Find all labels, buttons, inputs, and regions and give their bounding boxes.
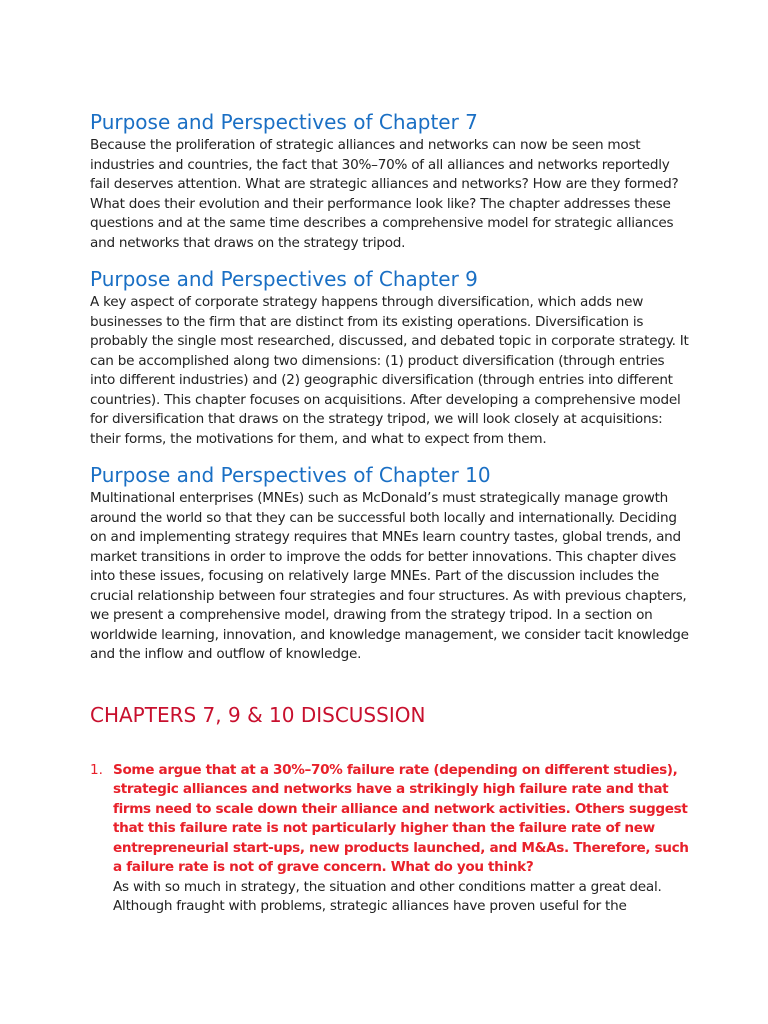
- discussion-heading: CHAPTERS 7, 9 & 10 DISCUSSION: [90, 702, 426, 727]
- answer-text: As with so much in strategy, the situation and other conditions matter a great deal. Although fraught with problems, strategic alliances have proven useful for the: [113, 878, 662, 914]
- question-text: Some argue that at a 30%–70% failure rate (depending on different studies), strategic alliances and networks have a strikingly high failure rate and that firms need to scale down their alliance and network activities. Others suggest that this failure rate is not particularly higher than the failure rate of new entrepreneurial start-ups, new products launched, and M&As. Therefore, such a failure rate is not of grave concern. What do you think?: [113, 761, 689, 875]
- chapter-7-section: [90, 108, 690, 253]
- discussion-question-item: [90, 761, 690, 917]
- chapter-9-section: [90, 265, 690, 449]
- question-number: 1.: [90, 761, 103, 778]
- chapter-7-body: Because the proliferation of strategic alliances and networks can now be seen most industries and countries, the fact that 30%–70% of all alliances and networks reportedly fail deserves attention. What are strategic alliances and networks? How are they formed? What does their evolution and their performance look like? The chapter addresses these questions and at the same time describes a comprehensive model for strategic alliances and networks that draws on the strategy tripod.: [90, 137, 679, 251]
- chapter-10-body: Multinational enterprises (MNEs) such as McDonald’s must strategically manage growth around the world so that they can be successful both locally and internationally. Deciding on and implementing strategy requires that MNEs learn country tastes, global trends, and market transitions in order to improve the odds for better innovations. This chapter dives into these issues, focusing on relatively large MNEs. Part of the discussion includes the crucial relationship between four strategies and four structures. As with previous chapters, we present a comprehensive model, drawing from the strategy tripod. In a section on worldwide learning, innovation, and knowledge management, we consider tacit knowledge and the inflow and outflow of knowledge.: [90, 490, 689, 662]
- chapter-10-section: [90, 461, 690, 665]
- discussion-question-list: [90, 761, 690, 917]
- document-content: [90, 108, 690, 917]
- chapter-9-heading: Purpose and Perspectives of Chapter 9: [90, 267, 478, 291]
- chapter-9-body: A key aspect of corporate strategy happens through diversification, which adds new businesses to the firm that are distinct from its existing operations. Diversification is probably the single most researched, discussed, and debated topic in corporate strategy. It can be accomplished along two dimensions: (1) product diversification (through entries into different industries) and (2) geographic diversification (through entries into different countries). This chapter focuses on acquisitions. After developing a comprehensive model for diversification that draws on the strategy tripod, we will look closely at acquisitions: their forms, the motivations for them, and what to expect from them.: [90, 294, 689, 447]
- chapter-7-heading: Purpose and Perspectives of Chapter 7: [90, 110, 478, 134]
- chapter-10-heading: Purpose and Perspectives of Chapter 10: [90, 463, 491, 487]
